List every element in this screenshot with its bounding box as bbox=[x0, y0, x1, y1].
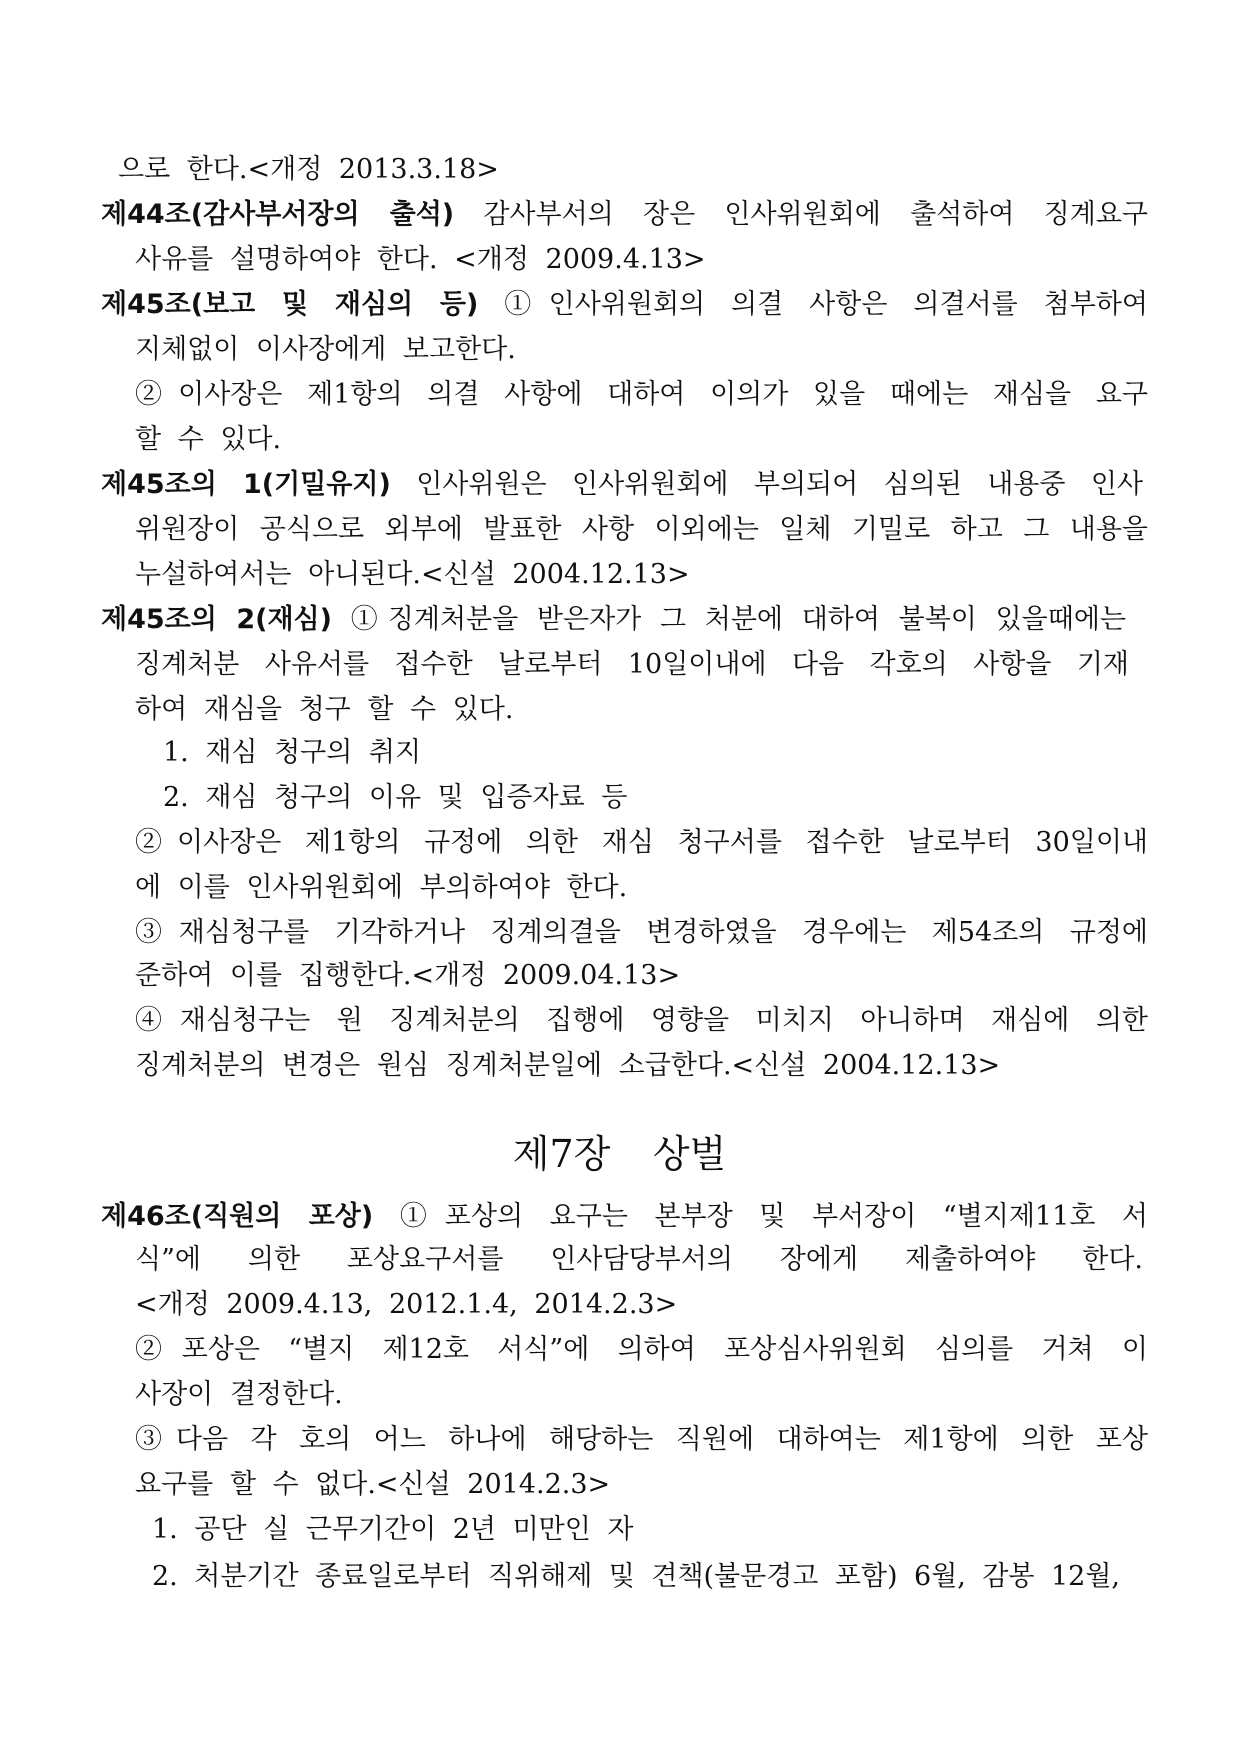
article-line bbox=[101, 282, 1148, 327]
article-line bbox=[101, 1194, 1148, 1239]
article-line bbox=[101, 192, 1148, 237]
text-line: ②포상은 “별지 제12호 서식”에 의하여 포상심사위원회 심의를 거쳐 이 bbox=[135, 1334, 1148, 1365]
article-heading: 제44조(감사부서장의 출석) bbox=[101, 199, 455, 230]
text-line: 할 수 있다. bbox=[135, 424, 282, 455]
article-line bbox=[101, 462, 1143, 507]
article-heading: 제45조의 2(재심) bbox=[101, 604, 332, 635]
list-item: 1. 공단 실 근무기간이 2년 미만인 자 bbox=[152, 1514, 634, 1545]
text-line: 준하여 이를 집행한다.<개정 2009.04.13> bbox=[135, 960, 681, 991]
text-line: ②이사장은 제1항의 의결 사항에 대하여 이의가 있을 때에는 재심을 요구 bbox=[135, 379, 1148, 410]
article-heading: 제46조(직원의 포상) bbox=[101, 1201, 374, 1232]
article-heading: 제45조의 1(기밀유지) bbox=[101, 469, 391, 500]
text-line: ②이사장은 제1항의 규정에 의한 재심 청구서를 접수한 날로부터 30일이내 bbox=[135, 827, 1148, 858]
text-line: ③다음 각 호의 어느 하나에 해당하는 직원에 대하여는 제1항에 의한 포상 bbox=[135, 1424, 1148, 1455]
article-text: 인사위원은 인사위원회에 부의되어 심의된 내용중 인사 bbox=[390, 469, 1143, 500]
text-line: 요구를 할 수 없다.<신설 2014.2.3> bbox=[135, 1469, 611, 1500]
text-line: 으로 한다.<개정 2013.3.18> bbox=[118, 154, 499, 185]
article-text: ①포상의 요구는 본부장 및 부서장이 “별지제11호 서 bbox=[373, 1201, 1148, 1232]
text-line: 지체없이 이사장에게 보고한다. bbox=[135, 334, 516, 365]
text-line: 징계처분의 변경은 원심 징계처분일에 소급한다.<신설 2004.12.13> bbox=[135, 1050, 1001, 1081]
article-text: 감사부서의 장은 인사위원회에 출석하여 징계요구 bbox=[454, 199, 1148, 230]
list-item: 2. 처분기간 종료일로부터 직위해제 및 견책(불문경고 포함) 6월, 감봉 12월, bbox=[152, 1561, 1120, 1592]
list-item: 2. 재심 청구의 이유 및 입증자료 등 bbox=[163, 782, 628, 813]
text-line: <개정 2009.4.13, 2012.1.4, 2014.2.3> bbox=[135, 1289, 678, 1320]
text-line: ③재심청구를 기각하거나 징계의결을 변경하였을 경우에는 제54조의 규정에 bbox=[135, 917, 1148, 948]
article-text: ①징계처분을 받은자가 그 처분에 대하여 불복이 있을때에는 bbox=[331, 604, 1126, 635]
text-line: 사유를 설명하여야 한다. <개정 2009.4.13> bbox=[135, 244, 706, 275]
text-line: 에 이를 인사위원회에 부의하여야 한다. bbox=[135, 872, 628, 903]
text-line: 식”에 의한 포상요구서를 인사담당부서의 장에게 제출하여야 한다. bbox=[135, 1244, 1143, 1275]
article-heading: 제45조(보고 및 재심의 등) bbox=[101, 289, 479, 320]
text-line: 사장이 결정한다. bbox=[135, 1379, 343, 1410]
chapter-title: 제7장 상벌 bbox=[512, 1132, 727, 1176]
text-line: 하여 재심을 청구 할 수 있다. bbox=[135, 694, 514, 725]
text-line: ④재심청구는 원 징계처분의 집행에 영향을 미치지 아니하며 재심에 의한 bbox=[135, 1005, 1148, 1036]
article-line bbox=[101, 597, 1126, 642]
text-line: 위원장이 공식으로 외부에 발표한 사항 이외에는 일체 기밀로 하고 그 내용을 bbox=[135, 514, 1148, 545]
article-text: ①인사위원회의 의결 사항은 의결서를 첨부하여 bbox=[478, 289, 1148, 320]
list-item: 1. 재심 청구의 취지 bbox=[163, 737, 422, 768]
text-line: 누설하여서는 아니된다.<신설 2004.12.13> bbox=[135, 559, 690, 590]
text-line: 징계처분 사유서를 접수한 날로부터 10일이내에 다음 각호의 사항을 기재 bbox=[135, 649, 1129, 680]
